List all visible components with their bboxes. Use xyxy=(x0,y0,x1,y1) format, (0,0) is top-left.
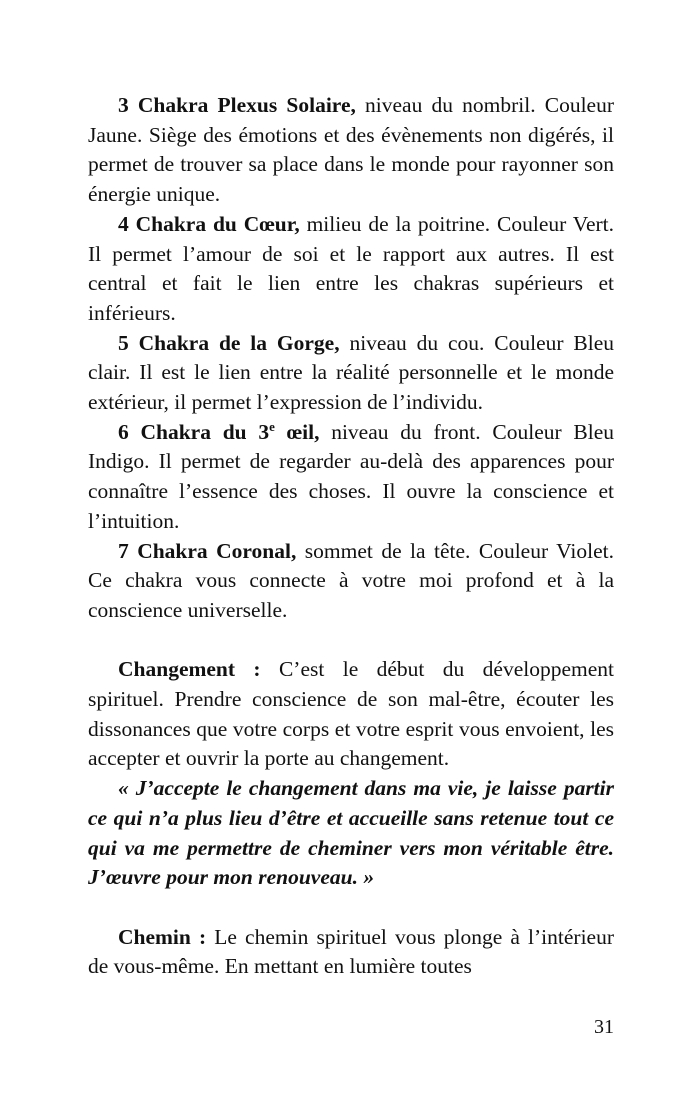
paragraph-text: niveau du front. Couleur Bleu Indigo. Il permet de regarder au-delà des apparences pour connaître l’essence des choses. Il ouvre la conscience et l’intuition. xyxy=(88,419,614,533)
paragraph-chakra-5 xyxy=(88,329,614,418)
paragraph-lead: 7 Chakra Coronal, xyxy=(118,538,297,563)
page-number: 31 xyxy=(594,1016,614,1038)
paragraph-chemin xyxy=(88,923,614,982)
paragraph-text: milieu de la poitrine. Couleur Vert. Il permet l’amour de soi et le rapport aux autres. Il est central et fait le lien entre les chakras supérieurs et inférieurs. xyxy=(88,211,614,325)
paragraph-chakra-6 xyxy=(88,418,614,537)
paragraph-text: C’est le début du développement spirituel. Prendre conscience de son mal-être, écouter les dissonances que votre corps et votre esprit vous envoient, les accepter et ouvrir la porte au changement. xyxy=(88,657,614,771)
paragraph-text: sommet de la tête. Couleur Violet. Ce chakra vous connecte à votre moi profond et à la conscience universelle. xyxy=(88,538,614,622)
affirmation-quote: « J’accepte le changement dans ma vie, je laisse partir ce qui n’a plus lieu d’être et accueille sans retenue tout ce qui va me permettre de cheminer vers mon véritable être. J’œuvre pour mon renouveau. » xyxy=(88,776,614,890)
page-body xyxy=(88,91,614,982)
paragraph-chakra-3 xyxy=(88,91,614,210)
paragraph-changement xyxy=(88,655,614,774)
paragraph-text: Le chemin spirituel vous plonge à l’intérieur de vous-même. En mettant en lumière toutes xyxy=(88,924,614,979)
superscript: e xyxy=(269,419,275,434)
paragraph-lead xyxy=(118,420,319,444)
paragraph-chakra-7 xyxy=(88,537,614,626)
paragraph-lead-part: 6 Chakra du 3 xyxy=(118,419,270,444)
paragraph-text: niveau du nombril. Couleur Jaune. Siège des émotions et des évènements non digérés, il permet de trouver sa place dans le monde pour rayonner son énergie unique. xyxy=(88,93,615,207)
paragraph-lead: Chemin : xyxy=(118,924,207,949)
paragraph-lead-part: œil, xyxy=(274,419,320,444)
paragraph-text: niveau du cou. Couleur Bleu clair. Il est le lien entre la réalité personnelle et le monde extérieur, il permet l’expression de l’individu. xyxy=(88,330,614,415)
paragraph-lead: 5 Chakra de la Gorge, xyxy=(118,330,340,355)
paragraph-chakra-4 xyxy=(88,210,614,329)
paragraph-lead: Changement : xyxy=(118,657,261,682)
paragraph-lead: 4 Chakra du Cœur, xyxy=(118,211,300,236)
paragraph-lead: 3 Chakra Plexus Solaire, xyxy=(118,93,356,117)
